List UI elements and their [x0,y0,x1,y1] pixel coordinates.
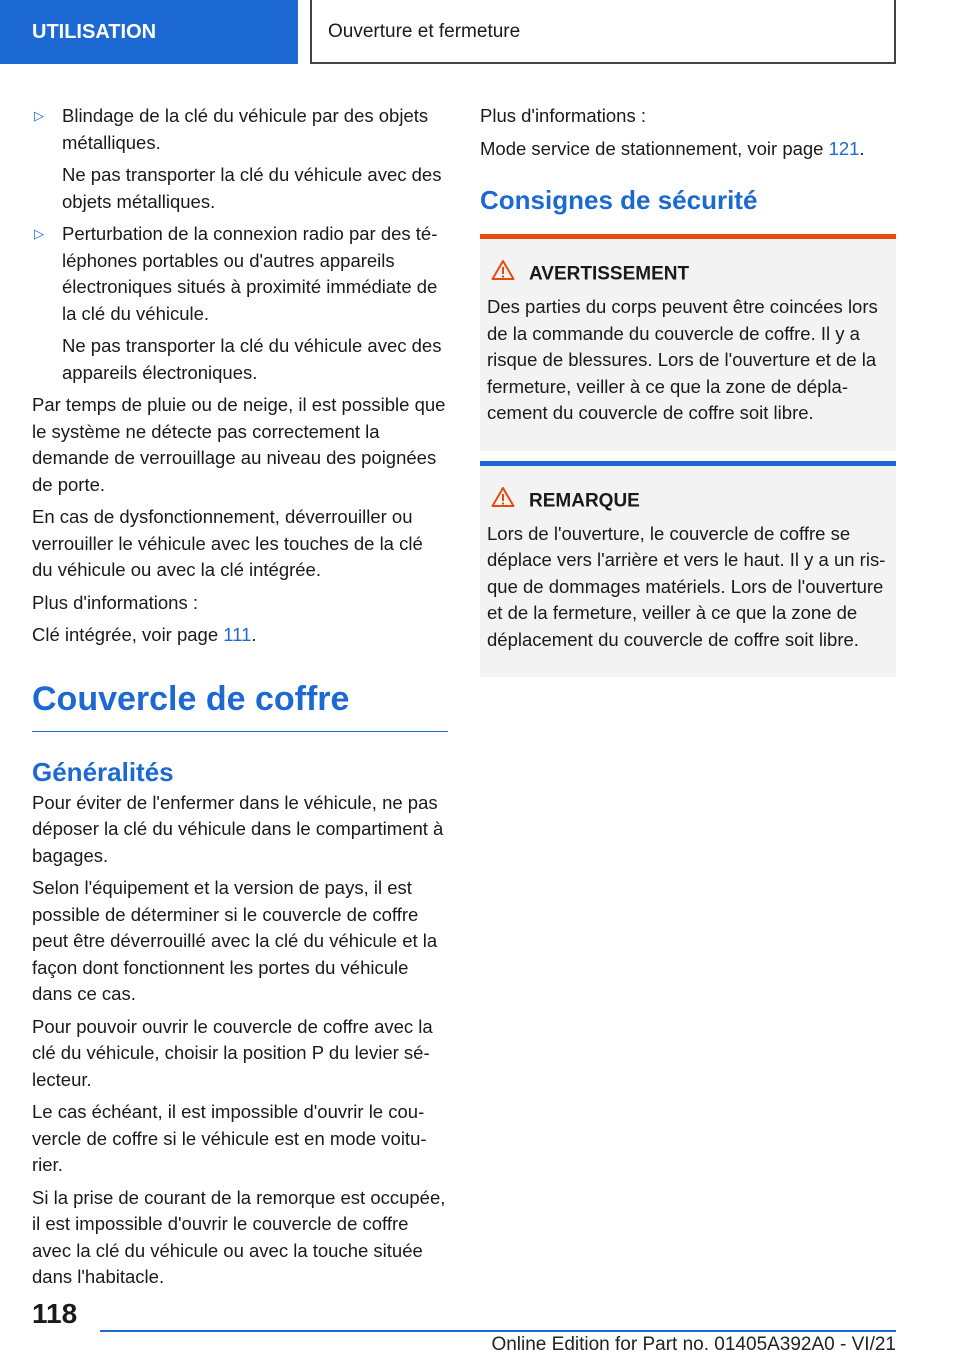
heading-consignes-de-securite: Consignes de sécurité [480,185,758,215]
paragraph: Selon l'équipement et la version de pays, il est possible de déterminer si le couvercle de coffre peut être déverrouillé avec la clé du véhicule et la façon dont fonctionnent les portes du véhicule dans ce cas. [32,877,438,1004]
warning-box-title [487,259,888,290]
reference-end: . [859,137,865,159]
paragraph-rain: Par temps de pluie ou de neige, il est possible que le système ne détecte pas correctement la demande de verrouillage au niveau des poignées de porte. [32,394,446,495]
more-info-label: Plus d'informations : [32,591,198,613]
paragraph-malfunction: En cas de dysfonctionnement, déverrouiller ou verrouiller le véhicule avec les touches de la clé du véhicule ou avec la clé intégrée. [32,506,423,580]
footer-edition: Online Edition for Part no. 01405A392A0 - VI/21 [491,1334,896,1355]
page-link-121[interactable]: 121 [828,137,860,159]
warning-triangle-icon [491,259,517,290]
page-number: 118 [32,1298,78,1329]
list-item [32,103,448,156]
list-item-text: Perturbation de la connexion radio par des téléphones portables ou d'autres appareils électroniques situés à proximité immédiate de la clé du véhicule. [62,223,438,324]
paragraph: Pour pouvoir ouvrir le couvercle de coffre avec la clé du véhicule, choisir la position P du levier sélecteur. [32,1015,433,1090]
list-item-text: Blindage de la clé du véhicule par des objets métalliques. [62,105,429,153]
note-title-text: REMARQUE [529,490,640,512]
paragraph: Le cas échéant, il est impossible d'ouvrir le couvercle de coffre si le véhicule est en mode voiturier. [32,1101,427,1175]
reference-text: Mode service de stationnement, voir page [480,137,829,159]
page-link-111[interactable]: 111 [223,624,252,645]
list-item-detail: Ne pas transporter la clé du véhicule avec des appareils électroniques. [62,335,442,383]
left-column [32,103,448,1297]
triangle-bullet-icon: ▷ [34,108,44,123]
section-tab: UTILISATION [0,0,298,64]
right-column [480,103,896,677]
chapter-title: Ouverture et fermeture [310,0,896,64]
reference-end: . [251,624,257,645]
paragraph: Pour éviter de l'enfermer dans le véhicule, ne pas déposer la clé du véhicule dans le compartiment à bagages. [32,791,444,866]
note-box [480,461,896,678]
warning-box-body: Des parties du corps peuvent être coincées lors de la commande du couvercle de coffre. Il y a risque de blessures. Lors de l'ouverture et de la fermeture, veiller à ce que la zone de déplacement du couvercle de coffre soit libre. [487,296,878,423]
list-item [32,221,448,327]
paragraph: Si la prise de courant de la remorque est occupée, il est impossible d'ouvrir le couvercle de coffre avec la clé du véhicule ou avec la touche située dans l'habitacle. [32,1186,446,1287]
reference-text: Clé intégrée, voir page [32,624,224,645]
warning-box [480,234,896,451]
cross-reference [480,136,896,163]
warning-triangle-icon [491,486,517,517]
cross-reference [32,622,448,649]
more-info-label: Plus d'informations : [480,105,646,126]
note-box-title [487,486,888,517]
warning-title-text: AVERTISSEMENT [529,263,690,285]
heading-generalites: Généralités [32,756,174,787]
triangle-bullet-icon: ▷ [34,226,44,241]
note-box-body: Lors de l'ouverture, le couvercle de coffre se déplace vers l'arrière et vers le haut. Il y a un risque de dommages matériels. Lors de l'ouverture et de la fermeture, veiller à ce que la zone de déplacement du couvercle de coffre soit libre. [487,522,886,650]
list-item-detail: Ne pas transporter la clé du véhicule avec des objets métalliques. [62,164,442,212]
heading-couvercle-de-coffre: Couvercle de coffre [32,679,448,732]
